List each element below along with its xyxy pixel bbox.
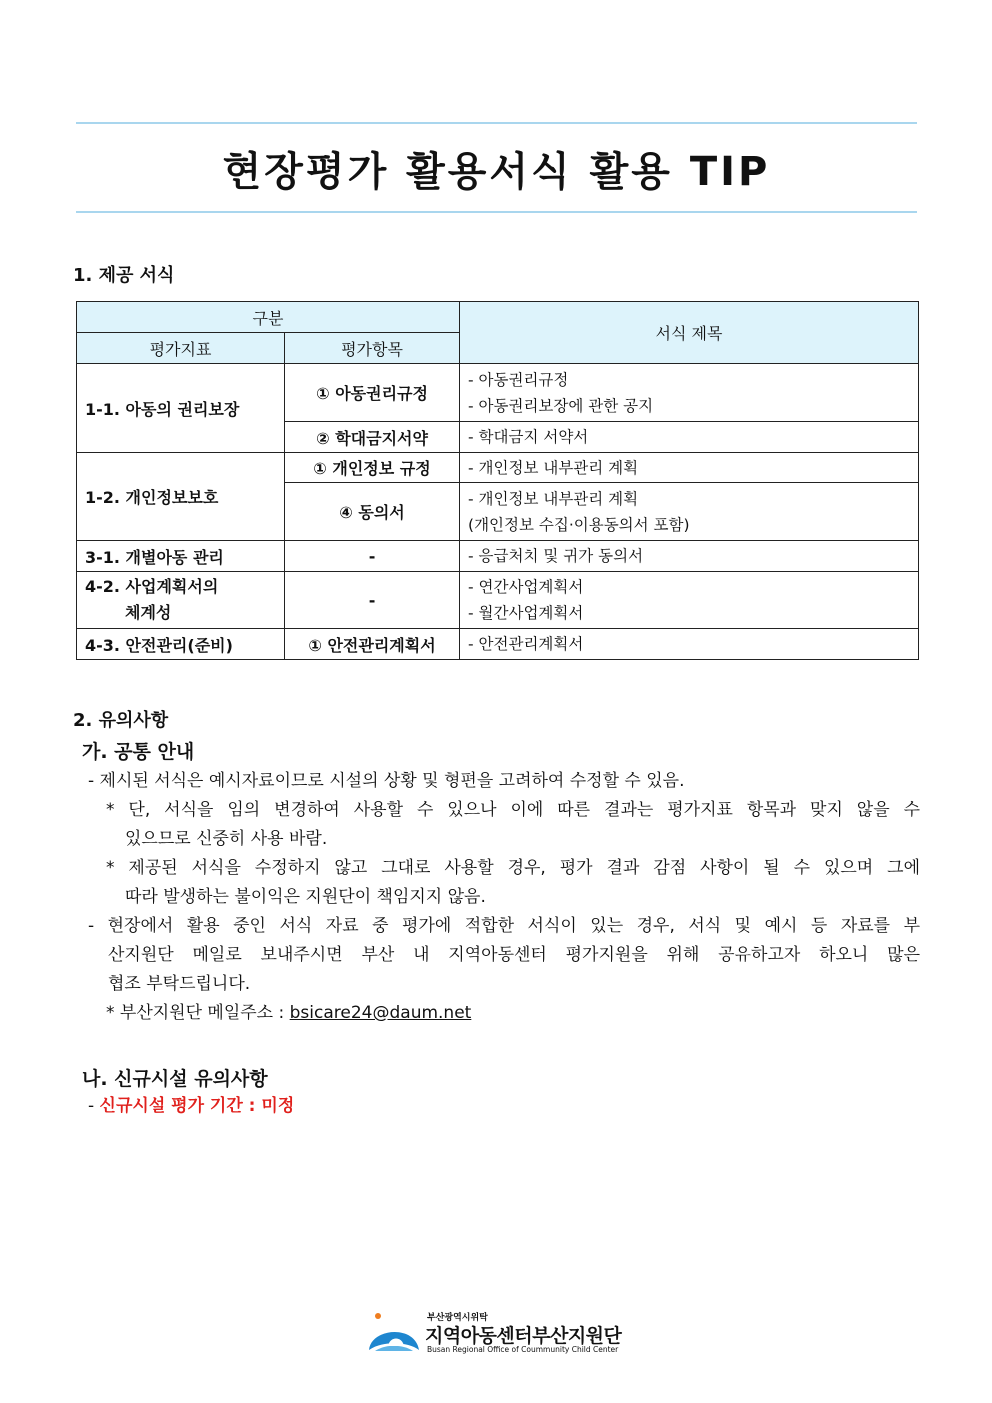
form-cell [460,541,919,572]
form-title: - 아동권리보장에 관한 공지 [468,396,654,415]
form-title: (개인정보 수집·이용동의서 포함) [468,515,690,534]
notice-dash: - [88,1096,100,1116]
indicator-cell: 4-3. 안전관리(준비) [77,629,285,660]
item-cell: ① 안전관리계획서 [285,629,460,660]
form-cell [460,572,919,629]
form-title: - 월간사업계획서 [468,604,584,622]
logo-emblem-icon [365,1310,423,1356]
indicator-line: 체계성 [125,603,172,622]
note-line: 있으므로 신중히 사용 바람. [125,829,328,849]
form-title: - 안전관리계획서 [468,635,584,653]
note-line: * 단, 서식을 임의 변경하여 사용할 수 있으나 이에 따른 결과는 평가지표 항목과 맞지 않을 수 [106,800,920,820]
bullet-line: - 현장에서 활용 중인 서식 자료 중 평가에 적합한 서식이 있는 경우, 서식 및 예시 등 자료를 부 [88,916,920,936]
header-group: 구분 [77,302,460,333]
section2-heading: 2. 유의사항 [73,710,169,731]
bullet-line: 협조 부탁드립니다. [108,974,251,994]
bullet-line: 산지원단 메일로 보내주시면 부산 내 지역아동센터 평가지원을 위해 공유하고자 하오니 많은 [108,945,920,965]
item-cell: - [285,541,460,572]
bullet-line: - 제시된 서식은 예시자료이므로 시설의 상황 및 형편을 고려하여 수정할 수 있음. [88,771,685,791]
item-cell: - [285,572,460,629]
subsection-a-heading: 가. 공통 안내 [82,741,195,763]
item-cell: ② 학대금지서약 [285,422,460,453]
form-cell [460,629,919,660]
logo-english-name: Busan Regional Office of Coummunity Child Center [427,1345,619,1354]
page-title: 현장평가 활용서식 활용 TIP [222,149,771,195]
email-link[interactable]: bsicare24@daum.net [289,1003,472,1023]
note-line: 따라 발생하는 불이익은 지원단이 책임지지 않음. [125,887,486,907]
indicator-cell: 1-1. 아동의 권리보장 [77,364,285,453]
header-indicator: 평가지표 [77,333,285,364]
note-line: * 제공된 서식을 수정하지 않고 그대로 사용할 경우, 평가 결과 감점 사항이 될 수 있으며 그에 [106,858,920,878]
form-title: - 학대금지 서약서 [468,428,589,446]
header-form-title: 서식 제목 [460,302,919,364]
form-title: - 연간사업계획서 [468,578,584,596]
section1-heading: 1. 제공 서식 [73,265,175,286]
forms-table [76,301,919,660]
indicator-line: 4-2. 사업계획서의 [85,577,219,596]
form-title: - 개인정보 내부관리 계획 [468,489,639,508]
top-rule [76,122,917,124]
form-cell [460,364,919,422]
form-cell [460,453,919,483]
item-cell: ① 아동권리규정 [285,364,460,422]
indicator-cell: 3-1. 개별아동 관리 [77,541,285,572]
email-label: * 부산지원단 메일주소 : [106,1003,290,1023]
form-title: - 개인정보 내부관리 계획 [468,458,639,477]
footer-logo [365,1308,635,1358]
form-title: - 응급처치 및 귀가 동의서 [468,547,644,565]
item-cell: ④ 동의서 [285,483,460,541]
logo-org-name: 지역아동센터부산지원단 [425,1325,622,1347]
email-line [106,999,920,1028]
form-cell [460,422,919,453]
subsection-b-heading: 나. 신규시설 유의사항 [82,1068,268,1090]
indicator-cell [77,572,285,629]
logo-small-text: 부산광역시위탁 [427,1313,488,1323]
notice-text: 신규시설 평가 기간 : 미정 [99,1096,295,1116]
form-title: - 아동권리규정 [468,370,569,389]
item-cell: ① 개인정보 규정 [285,453,460,483]
common-notice [88,767,920,1028]
title-bottom-rule [76,211,917,213]
header-item: 평가항목 [285,333,460,364]
indicator-cell: 1-2. 개인정보보호 [77,453,285,541]
form-cell [460,483,919,541]
new-facility-notice [88,1092,294,1121]
